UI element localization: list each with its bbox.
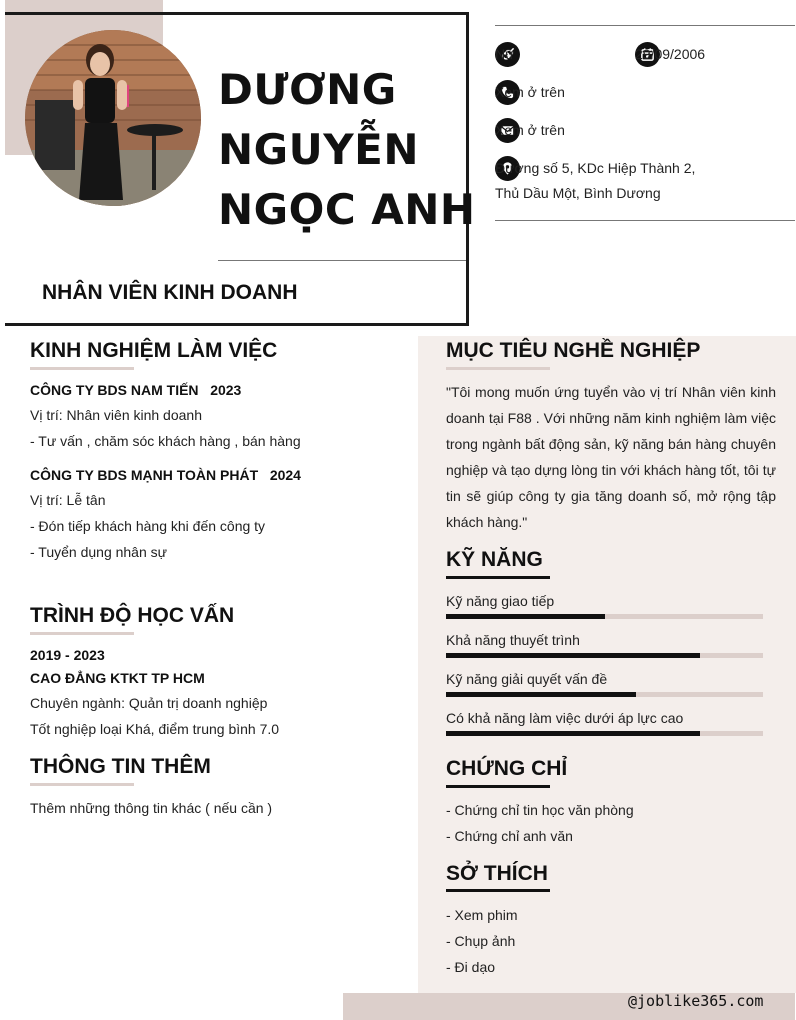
experience-line: Vị trí: Nhân viên kinh doanh <box>30 407 202 423</box>
skill-label: Khả năng thuyết trình <box>446 632 580 648</box>
hobby-item: - Chụp ảnh <box>446 933 516 949</box>
footer-watermark: @joblike365.com <box>628 992 764 1010</box>
education-period: 2019 - 2023 <box>30 647 105 663</box>
avatar <box>25 30 201 206</box>
address-line-2: Thủ Dầu Một, Bình Dương <box>495 185 661 201</box>
skills-title: KỸ NĂNG <box>446 548 543 571</box>
experience-line: - Đón tiếp khách hàng khi đến công ty <box>30 518 266 534</box>
certificates-title: CHỨNG CHỈ <box>446 757 568 780</box>
contact-phone <box>495 80 565 105</box>
skill-bar <box>446 692 763 697</box>
experience-title: KINH NGHIỆM LÀM VIỆC <box>30 339 278 362</box>
contact-divider-bottom <box>495 220 795 221</box>
contact-divider-top <box>495 25 795 26</box>
education-underline <box>30 632 134 635</box>
name-line: NGỌC ANH <box>218 185 476 234</box>
name-divider <box>218 260 466 261</box>
experience-line: - Tuyển dụng nhân sự <box>30 544 168 560</box>
company-year: 2023 <box>210 382 242 398</box>
skill-bar <box>446 731 763 736</box>
company-year: 2024 <box>269 467 301 483</box>
skill-label: Kỹ năng giải quyết vấn đề <box>446 671 608 687</box>
skill-bar <box>446 614 763 619</box>
skill-bar-fill <box>446 614 605 619</box>
certificate-item: - Chứng chỉ anh văn <box>446 828 573 844</box>
skills-underline <box>446 576 550 579</box>
phone-value: Xem ở trên <box>495 84 565 100</box>
contact-email <box>495 118 565 143</box>
education-title: TRÌNH ĐỘ HỌC VẤN <box>30 604 235 627</box>
email-value: Xem ở trên <box>495 122 565 138</box>
experience-underline <box>30 367 134 370</box>
skill-bar-fill <box>446 731 700 736</box>
objective-text: "Tôi mong muốn ứng tuyển vào vị trí Nhân viên kinh doanh tại F88 . Với những năm kinh nghiệm làm việc trong ngành bất động sản, kỹ năng bán hàng chuyên nghiệp và tạo dựng lòng tin với khách hàng tốt, tôi tự tin sẽ giúp công ty gia tăng doanh số, mở rộng tập khách hàng." <box>446 384 776 530</box>
experience-line: Vị trí: Lễ tân <box>30 492 106 508</box>
gender-value: Nữ <box>495 46 515 62</box>
skill-bar <box>446 653 763 658</box>
hobbies-underline <box>446 889 550 892</box>
extra-title: THÔNG TIN THÊM <box>30 755 211 778</box>
name-line: NGUYỄN <box>218 125 419 174</box>
objective-underline <box>446 367 550 370</box>
skill-label: Có khả năng làm việc dưới áp lực cao <box>446 710 684 726</box>
education-major: Chuyên ngành: Quản trị doanh nghiệp <box>30 695 268 711</box>
company-name: CÔNG TY BDS MẠNH TOÀN PHÁT <box>30 467 259 483</box>
candidate-name <box>218 60 476 240</box>
name-line: DƯƠNG <box>218 65 397 114</box>
birthdate-value: 29/09/2006 <box>635 46 706 62</box>
extra-underline <box>30 783 134 786</box>
experience-company <box>30 467 301 483</box>
contact-gender <box>495 42 535 67</box>
company-name: CÔNG TY BDS NAM TIẾN <box>30 382 199 398</box>
extra-text: Thêm những thông tin khác ( nếu cần ) <box>30 800 273 816</box>
certificates-underline <box>446 785 550 788</box>
education-school: CAO ĐẲNG KTKT TP HCM <box>30 670 205 686</box>
experience-company <box>30 382 241 398</box>
skill-bar-fill <box>446 692 636 697</box>
contact-birthdate <box>635 42 706 67</box>
certificate-item: - Chứng chỉ tin học văn phòng <box>446 802 634 818</box>
job-title: NHÂN VIÊN KINH DOANH <box>42 281 298 304</box>
address-line-1: Đường số 5, KDc Hiệp Thành 2, <box>495 160 696 176</box>
contact-address <box>495 156 696 201</box>
hobby-item: - Đi dạo <box>446 959 496 975</box>
hobby-item: - Xem phim <box>446 907 518 923</box>
hobbies-title: SỞ THÍCH <box>446 862 548 885</box>
education-result: Tốt nghiệp loại Khá, điểm trung bình 7.0 <box>30 721 280 737</box>
skill-bar-fill <box>446 653 700 658</box>
objective-title: MỤC TIÊU NGHỀ NGHIỆP <box>446 339 701 362</box>
experience-line: - Tư vấn , chăm sóc khách hàng , bán hàng <box>30 433 301 449</box>
skill-label: Kỹ năng giao tiếp <box>446 593 555 609</box>
